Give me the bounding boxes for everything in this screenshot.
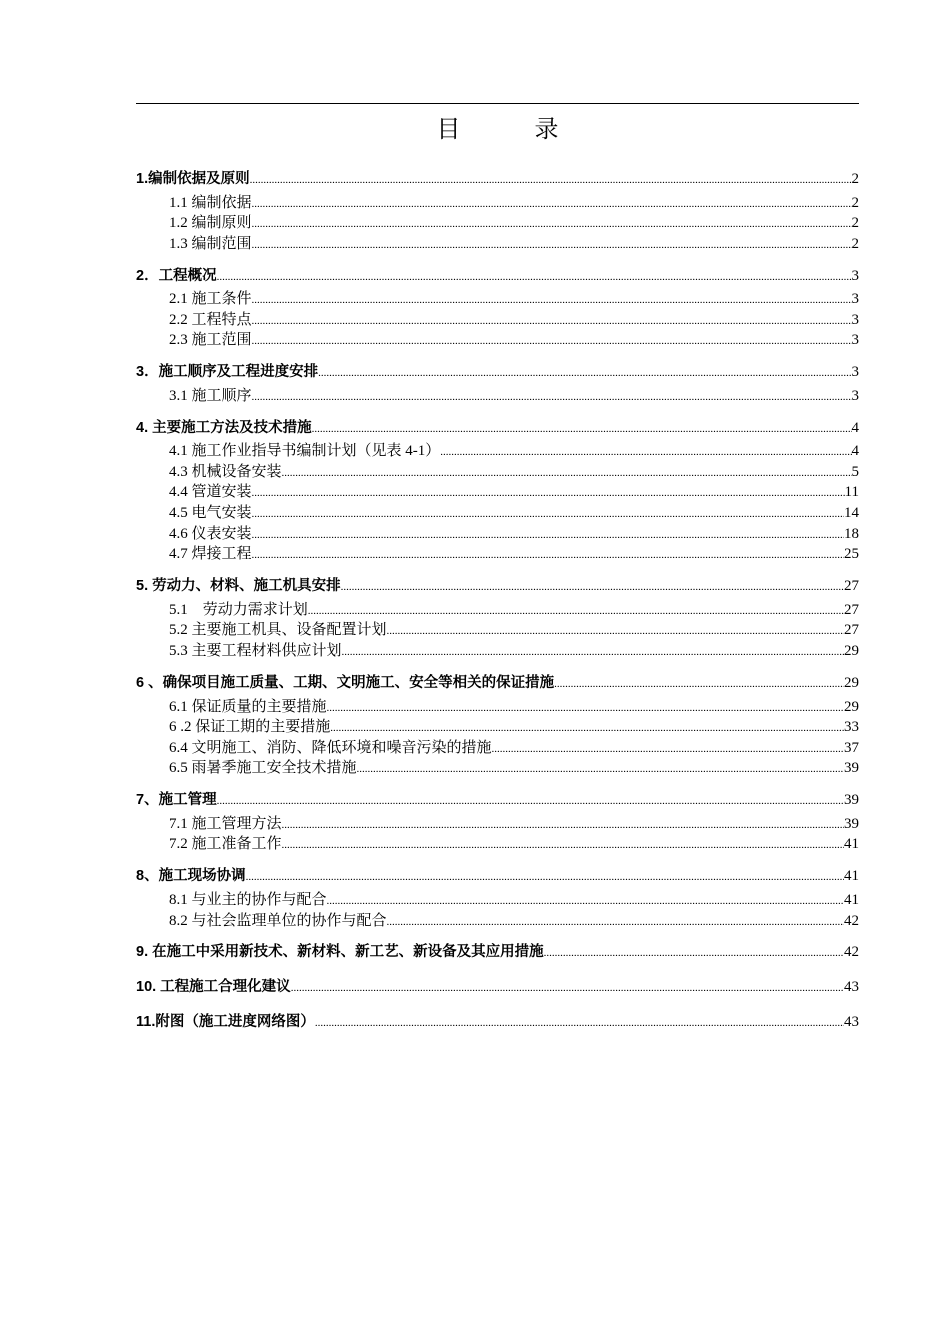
toc-dot-leader [387, 913, 844, 931]
toc-entry-label: 1.编制依据及原则 [136, 171, 250, 187]
toc-entry-label: 6.5 雨暑季施工安全技术措施 [169, 760, 357, 776]
toc-entry-label: 2．工程概况 [136, 268, 217, 284]
toc-dot-leader [440, 443, 851, 461]
toc-entry-label: 4.3 机械设备安装 [169, 464, 282, 480]
toc-entry-label: 6.4 文明施工、消防、降低环境和噪音污染的措施 [169, 740, 492, 756]
toc-page-number: 2 [851, 195, 859, 211]
toc-section-entry[interactable] [169, 621, 859, 640]
toc-dot-leader [554, 675, 844, 693]
toc-entry-label: 6.1 保证质量的主要措施 [169, 699, 327, 715]
toc-entry-label: 1.3 编制范围 [169, 236, 252, 252]
page-title: 目 录 [436, 117, 593, 143]
toc-page-number: 43 [844, 1014, 859, 1030]
toc-section-entry[interactable] [169, 835, 859, 854]
toc-dot-leader [252, 505, 844, 523]
toc-entry-label: 6 .2 保证工期的主要措施 [169, 719, 331, 735]
toc-section-entry[interactable] [169, 290, 859, 309]
toc-page-number: 43 [844, 979, 859, 995]
toc-chapter-entry[interactable] [136, 170, 859, 189]
toc-page-number: 3 [851, 364, 859, 380]
toc-entry-label: 9. 在施工中采用新技术、新材料、新工艺、新设备及其应用措施 [136, 944, 544, 960]
toc-page-number: 2 [851, 171, 859, 187]
toc-page-number: 3 [851, 332, 859, 348]
toc-chapter-entry[interactable] [136, 943, 859, 962]
toc-page-number: 27 [844, 622, 859, 638]
toc-entry-label: 1.1 编制依据 [169, 195, 252, 211]
toc-dot-leader [252, 312, 852, 330]
toc-page-number: 29 [844, 675, 859, 691]
toc-page-number: 29 [844, 699, 859, 715]
toc-page-number: 3 [851, 291, 859, 307]
toc-section-entry[interactable] [169, 642, 859, 661]
toc-dot-leader [387, 622, 844, 640]
toc-entry-label: 5.1 劳动力需求计划 [169, 602, 308, 618]
toc-chapter-entry[interactable] [136, 867, 859, 886]
toc-entry-label: 4.6 仪表安装 [169, 526, 252, 542]
toc-entry-label: 1.2 编制原则 [169, 215, 252, 231]
toc-page-number: 25 [844, 546, 859, 562]
toc-entry-label: 8.1 与业主的协作与配合 [169, 892, 327, 908]
toc-dot-leader [308, 602, 844, 620]
toc-section-entry[interactable] [169, 891, 859, 910]
toc-section-entry[interactable] [169, 214, 859, 233]
toc-section-entry[interactable] [169, 601, 859, 620]
toc-section-entry[interactable] [169, 545, 859, 564]
toc-page-number: 37 [844, 740, 859, 756]
toc-page-number: 5 [851, 464, 859, 480]
toc-section-entry[interactable] [169, 504, 859, 523]
toc-page-number: 39 [844, 760, 859, 776]
toc-dot-leader [252, 388, 852, 406]
toc-section-entry[interactable] [169, 442, 859, 461]
toc-dot-leader [282, 836, 844, 854]
toc-section-entry[interactable] [169, 739, 859, 758]
toc-entry-label: 4.5 电气安装 [169, 505, 252, 521]
toc-page-number: 14 [844, 505, 859, 521]
toc-dot-leader [246, 868, 844, 886]
toc-dot-leader [252, 332, 852, 350]
toc-entry-label: 7、施工管理 [136, 792, 217, 808]
toc-entry-label: 6 、确保项目施工质量、工期、文明施工、安全等相关的保证措施 [136, 675, 555, 691]
toc-entry-label: 4.4 管道安装 [169, 484, 252, 500]
toc-dot-leader [327, 892, 844, 910]
toc-section-entry[interactable] [169, 387, 859, 406]
toc-section-entry[interactable] [169, 235, 859, 254]
toc-dot-leader [252, 195, 852, 213]
toc-entry-label: 2.3 施工范围 [169, 332, 252, 348]
toc-chapter-entry[interactable] [136, 1013, 859, 1032]
toc-section-entry[interactable] [169, 759, 859, 778]
toc-dot-leader [315, 1014, 844, 1032]
toc-page-number: 2 [851, 215, 859, 231]
toc-page-number: 27 [844, 578, 859, 594]
toc-page-number: 27 [844, 602, 859, 618]
header-rule [136, 103, 859, 104]
toc-page-number: 3 [851, 312, 859, 328]
toc-entry-label: 2.2 工程特点 [169, 312, 252, 328]
toc-dot-leader [330, 719, 844, 737]
toc-dot-leader [544, 944, 844, 962]
toc-section-entry[interactable] [169, 463, 859, 482]
toc-dot-leader [327, 699, 844, 717]
toc-chapter-entry[interactable] [136, 363, 859, 382]
toc-dot-leader [341, 578, 844, 596]
toc-dot-leader [357, 760, 844, 778]
toc-page-number: 3 [851, 268, 859, 284]
toc-chapter-entry[interactable] [136, 577, 859, 596]
toc-section-entry[interactable] [169, 483, 859, 502]
toc-dot-leader [492, 740, 844, 758]
toc-page-number: 3 [851, 388, 859, 404]
toc-dot-leader [252, 526, 844, 544]
toc-page-number: 11 [844, 484, 859, 500]
toc-entry-label: 8.2 与社会监理单位的协作与配合 [169, 913, 387, 929]
toc-entry-label: 4. 主要施工方法及技术措施 [136, 420, 312, 436]
toc-section-entry[interactable] [169, 912, 859, 931]
toc-section-entry[interactable] [169, 718, 859, 737]
toc-page-number: 42 [844, 913, 859, 929]
toc-page-number: 4 [851, 443, 859, 459]
toc-dot-leader [252, 215, 852, 233]
toc-page-number: 42 [844, 944, 859, 960]
toc-dot-leader [282, 464, 852, 482]
toc-chapter-entry[interactable] [136, 267, 859, 286]
toc-page-number: 2 [851, 236, 859, 252]
toc-dot-leader [312, 420, 852, 438]
toc-page-number: 41 [844, 892, 859, 908]
toc-page-number: 18 [844, 526, 859, 542]
toc-entry-label: 7.1 施工管理方法 [169, 816, 282, 832]
toc-dot-leader [291, 979, 844, 997]
toc-dot-leader [318, 364, 851, 382]
toc-dot-leader [342, 643, 844, 661]
toc-section-entry[interactable] [169, 525, 859, 544]
toc-entry-label: 10. 工程施工合理化建议 [136, 979, 291, 995]
toc-dot-leader [217, 792, 844, 810]
toc-page-number: 33 [844, 719, 859, 735]
toc-dot-leader [252, 484, 845, 502]
toc-entry-label: 5.2 主要施工机具、设备配置计划 [169, 622, 387, 638]
toc-chapter-entry[interactable] [136, 978, 859, 997]
toc-page-number: 29 [844, 643, 859, 659]
toc-section-entry[interactable] [169, 331, 859, 350]
toc-entry-label: 8、施工现场协调 [136, 868, 246, 884]
toc-section-entry[interactable] [169, 194, 859, 213]
toc-entry-label: 11.附图（施工进度网络图） [136, 1014, 315, 1030]
toc-dot-leader [252, 291, 852, 309]
toc-chapter-entry[interactable] [136, 419, 859, 438]
toc-chapter-entry[interactable] [136, 674, 859, 693]
toc-entry-label: 2.1 施工条件 [169, 291, 252, 307]
toc-dot-leader [252, 236, 852, 254]
toc-dot-leader [252, 546, 844, 564]
toc-entry-label: 3．施工顺序及工程进度安排 [136, 364, 319, 380]
toc-entry-label: 4.1 施工作业指导书编制计划（见表 4-1） [169, 443, 441, 459]
toc-entry-label: 5. 劳动力、材料、施工机具安排 [136, 578, 341, 594]
toc-section-entry[interactable] [169, 698, 859, 717]
toc-section-entry[interactable] [169, 311, 859, 330]
toc-chapter-entry[interactable] [136, 791, 859, 810]
toc-page-number: 39 [844, 816, 859, 832]
toc-section-entry[interactable] [169, 815, 859, 834]
toc-page-number: 41 [844, 868, 859, 884]
toc-page-number: 39 [844, 792, 859, 808]
toc-page-number: 4 [851, 420, 859, 436]
toc-dot-leader [250, 171, 852, 189]
toc-entry-label: 3.1 施工顺序 [169, 388, 252, 404]
toc-dot-leader [217, 268, 852, 286]
toc-entry-label: 4.7 焊接工程 [169, 546, 252, 562]
toc-entry-label: 7.2 施工准备工作 [169, 836, 282, 852]
toc-page-number: 41 [844, 836, 859, 852]
toc-entry-label: 5.3 主要工程材料供应计划 [169, 643, 342, 659]
toc-dot-leader [282, 816, 844, 834]
